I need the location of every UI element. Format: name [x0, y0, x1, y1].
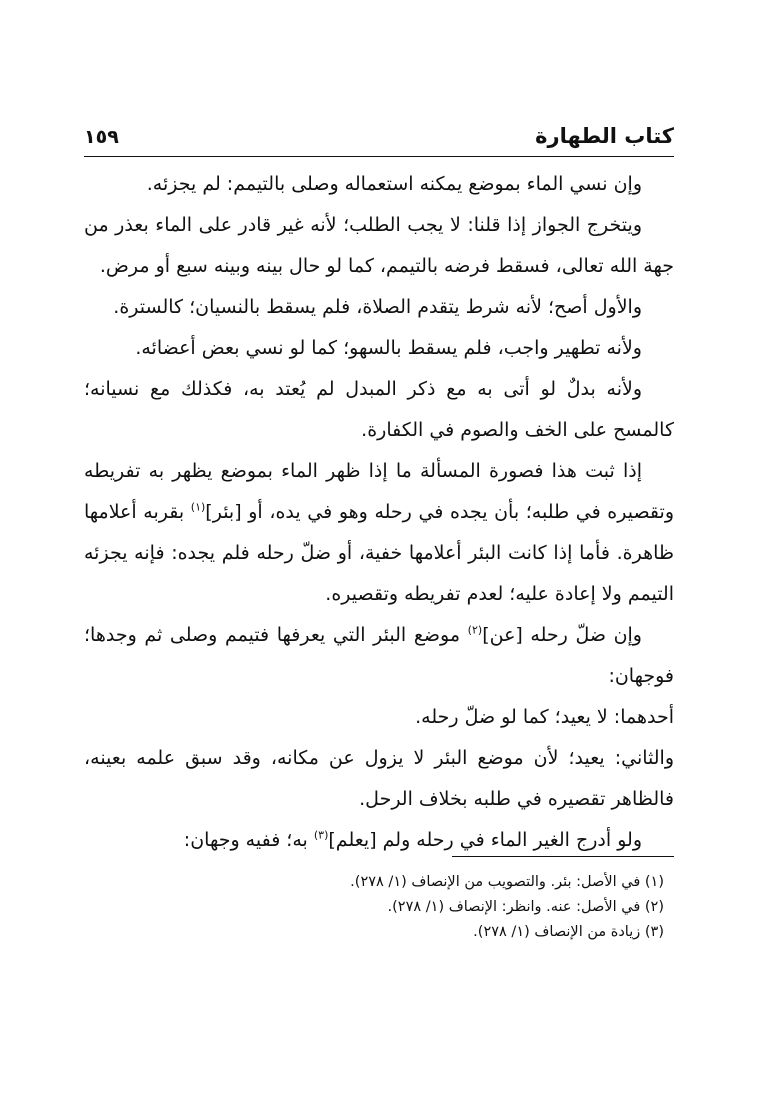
- chapter-title: كتاب الطهارة: [535, 124, 674, 148]
- footnotes: [84, 870, 664, 945]
- paragraph: أحدهما: لا يعيد؛ كما لو ضلّ رحله.: [415, 706, 674, 728]
- paragraph-text: به؛ ففيه وجهان:: [183, 829, 314, 851]
- paragraph: وإن نسي الماء بموضع يمكنه استعماله وصلى بالتيمم: لم يجزئه.: [146, 173, 642, 195]
- footnote-1: (١) في الأصل: بئر. والتصويب من الإنصاف (١/ ٢٧٨).: [350, 874, 664, 890]
- page-number: ١٥٩: [84, 126, 119, 148]
- paragraph-text: موضع البئر التي يعرفها فتيمم وصلى ثم وجدها؛ فوجهان:: [84, 624, 674, 687]
- paragraph-text: إذا ثبت هذا فصورة المسألة ما إذا ظهر الماء بموضع يظهر به تفريطه وتقصيره في طلبه؛ بأن يجده في رحله وهو في يده، أو [بئر]: [84, 460, 674, 523]
- paragraph-text: بقربه أعلامها ظاهرة. فأما إذا كانت البئر أعلامها خفية، أو ضلّ رحله فلم يجده: فإنه يجزئه التيمم ولا إعادة عليه؛ لعدم تفريطه وتقصيره.: [84, 501, 674, 605]
- paragraph-dalla: [84, 615, 674, 697]
- paragraph: ويتخرج الجواز إذا قلنا: لا يجب الطلب؛ لأنه غير قادر على الماء بعذر من جهة الله تعالى، فسقط فرضه بالتيمم، كما لو حال بينه وبينه سبع أو مرض.: [84, 214, 674, 277]
- footnote-ref-2: (٢): [467, 623, 483, 637]
- paragraph: ولأنه بدلٌ لو أتى به مع ذكر المبدل لم يُعتد به، فكذلك مع نسيانه؛ كالمسح على الخف والصوم في الكفارة.: [84, 378, 674, 441]
- paragraph-thabata: [84, 451, 674, 615]
- footnote-ref-1: (١): [190, 500, 206, 514]
- main-text: [84, 164, 674, 861]
- paragraph-text: ولو أدرج الغير الماء في رحله ولم [يعلم]: [328, 829, 642, 851]
- paragraph-adraja: [84, 820, 674, 861]
- footnote-ref-3: (٣): [313, 828, 329, 842]
- running-header: [84, 122, 674, 157]
- footnote-2: (٢) في الأصل: عنه. وانظر: الإنصاف (١/ ٢٧٨).: [387, 899, 664, 915]
- paragraph: والأول أصح؛ لأنه شرط يتقدم الصلاة، فلم يسقط بالنسيان؛ كالسترة.: [113, 296, 642, 318]
- paragraph: والثاني: يعيد؛ لأن موضع البئر لا يزول عن مكانه، وقد سبق علمه بعينه، فالظاهر تقصيره في طلبه بخلاف الرحل.: [84, 747, 674, 810]
- paragraph-text: وإن ضلّ رحله [عن]: [482, 624, 642, 646]
- footnote-3: (٣) زيادة من الإنصاف (١/ ٢٧٨).: [473, 924, 664, 940]
- footnote-divider: [452, 856, 674, 857]
- paragraph: ولأنه تطهير واجب، فلم يسقط بالسهو؛ كما لو نسي بعض أعضائه.: [135, 337, 642, 359]
